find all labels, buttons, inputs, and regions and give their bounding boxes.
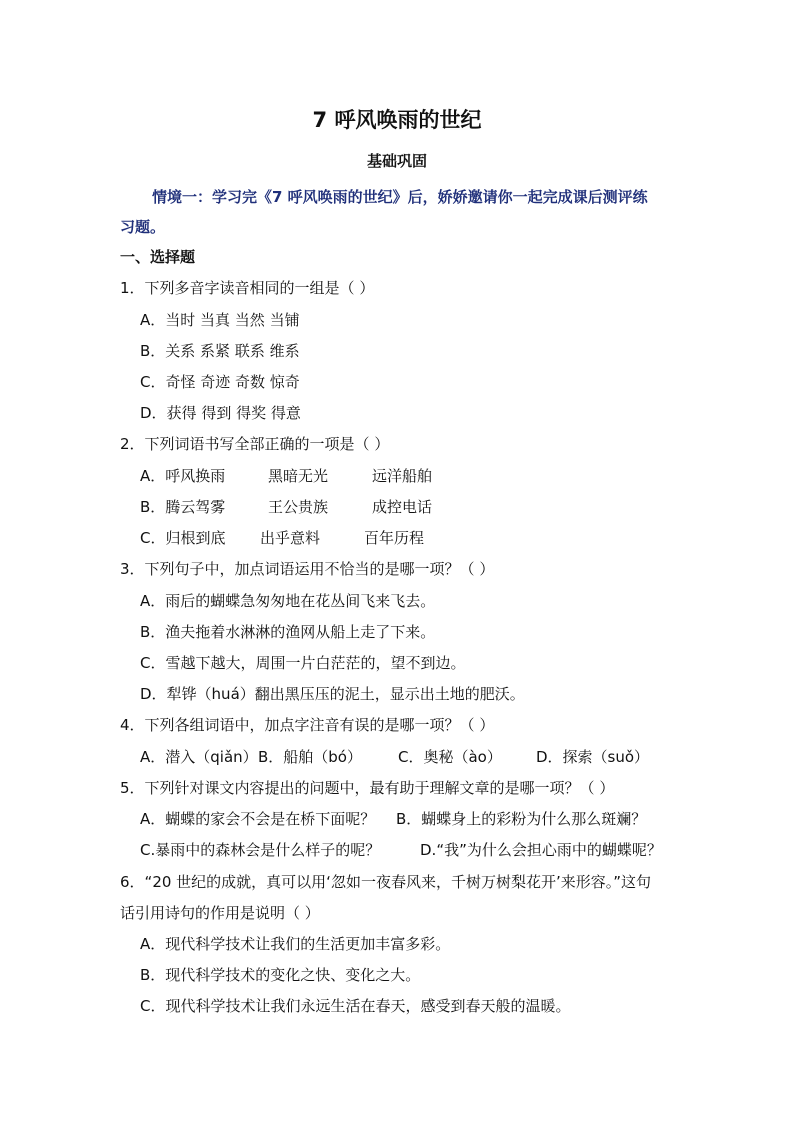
answer-option: D．犁铧（huá）翻出黑压压的泥土，显示出土地的肥沃。	[140, 685, 525, 703]
answer-option: C．现代科学技术让我们永远生活在春天，感受到春天般的温暖。	[140, 997, 571, 1015]
section-heading: 一、选择题	[120, 248, 196, 266]
question-stem: 4．下列各组词语中，加点字注音有误的是哪一项？（ ）	[120, 716, 495, 734]
answer-option: D．获得 得到 得奖 得意	[140, 404, 301, 422]
section-subtitle: 基础巩固	[366, 152, 427, 170]
answer-option: B．关系 系紧 联系 维系	[140, 342, 300, 360]
question-stem: 6．“20 世纪的成就，真可以用‘忽如一夜春风来，千树万树梨花开’来形容。”这句	[120, 873, 651, 891]
scenario-paragraph	[120, 182, 680, 242]
option-word: 黑暗无光	[268, 467, 329, 485]
answer-option: A．当时 当真 当然 当铺	[140, 311, 300, 329]
question-stem: 话引用诗句的作用是说明（ ）	[120, 904, 320, 922]
answer-option: A．雨后的蝴蝶急匆匆地在花丛间飞来飞去。	[140, 592, 436, 610]
scenario-line: 情境一：学习完《7 呼风唤雨的世纪》后，娇娇邀请你一起完成课后测评练	[152, 188, 648, 206]
option-word: 王公贵族	[268, 498, 329, 516]
answer-option: A．现代科学技术让我们的生活更加丰富多彩。	[140, 935, 451, 953]
option-word: C.暴雨中的森林会是什么样子的呢？	[140, 841, 381, 859]
answer-option	[140, 528, 424, 548]
answer-option: B．渔夫拖着水淋淋的渔网从船上走了下来。	[140, 623, 436, 641]
option-word: A．蝴蝶的家会不会是在桥下面呢？	[140, 810, 376, 828]
option-word: D.“我”为什么会担心雨中的蝴蝶呢？	[420, 841, 662, 859]
answer-option	[140, 747, 649, 767]
option-word: B．蝴蝶身上的彩粉为什么那么斑斓？	[396, 810, 647, 828]
option-word: 出乎意料	[260, 529, 321, 547]
option-word: C．归根到底	[140, 529, 226, 547]
option-word: B．船舶（bó）	[258, 748, 362, 766]
answer-option: C．奇怪 奇迹 奇数 惊奇	[140, 373, 300, 391]
answer-option	[140, 840, 662, 860]
question-stem: 2．下列词语书写全部正确的一项是（ ）	[120, 435, 390, 453]
option-word: A．潜入（qiǎn）	[140, 748, 258, 766]
option-word: 百年历程	[364, 529, 425, 547]
option-word: B．腾云驾雾	[140, 498, 226, 516]
answer-option: B．现代科学技术的变化之快、变化之大。	[140, 966, 421, 984]
answer-option	[140, 497, 432, 517]
option-word: A．呼风换雨	[140, 467, 226, 485]
answer-option: C．雪越下越大，周围一片白茫茫的，望不到边。	[140, 654, 466, 672]
scenario-line: 习题。	[120, 218, 166, 236]
question-stem: 3．下列句子中，加点词语运用不恰当的是哪一项？（ ）	[120, 560, 495, 578]
option-word: 远洋船舶	[372, 467, 433, 485]
option-word: C．奥秘（ào）	[398, 748, 502, 766]
question-stem: 5．下列针对课文内容提出的问题中，最有助于理解文章的是哪一项？（ ）	[120, 779, 615, 797]
page-title: 7 呼风唤雨的世纪	[312, 108, 482, 132]
answer-option	[140, 466, 432, 486]
answer-option	[140, 809, 646, 829]
question-stem: 1．下列多音字读音相同的一组是（ ）	[120, 279, 375, 297]
option-word: D．探索（suǒ）	[536, 748, 650, 766]
option-word: 成控电话	[372, 498, 433, 516]
